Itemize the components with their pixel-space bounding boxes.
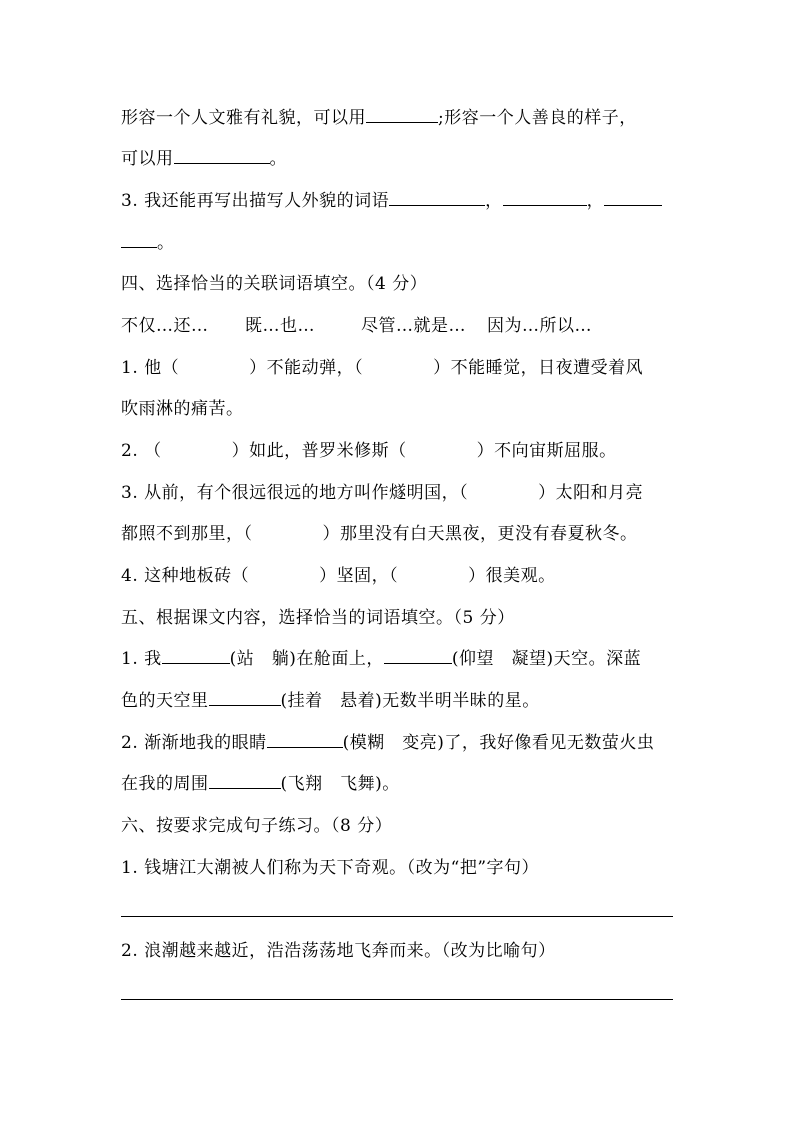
question-5-2-line-2 <box>121 773 400 795</box>
option-4: 因为…所以… <box>487 316 592 336</box>
blank-field[interactable] <box>121 232 157 248</box>
blank-field[interactable] <box>162 648 230 664</box>
text: 在我的周围 <box>121 774 209 794</box>
text: ， <box>485 191 503 211</box>
section-4-heading: 四、选择恰当的关联词语填空。（4 分） <box>121 274 428 294</box>
blank-field[interactable] <box>604 190 662 206</box>
text: 。 <box>157 233 175 253</box>
answer-line[interactable] <box>121 999 673 1000</box>
question-5-1-line-1 <box>121 648 641 670</box>
section-6-heading: 六、按要求完成句子练习。（8 分） <box>121 816 393 836</box>
section-5-heading: 五、根据课文内容，选择恰当的词语填空。（5 分） <box>121 608 515 628</box>
blank-field[interactable] <box>389 190 485 206</box>
conjunction-options <box>121 315 592 337</box>
line-polite-word <box>121 107 637 129</box>
text: (站 躺)在舱面上， <box>229 649 384 669</box>
text: 1. 我 <box>121 649 162 669</box>
question-4-3-line-1: 3. 从前，有个很远很远的地方叫作燧明国，（ ）太阳和月亮 <box>121 483 644 503</box>
text: 。 <box>269 149 287 169</box>
question-4-3-line-2: 都照不到那里，（ ）那里没有白天黑夜，更没有春夏秋冬。 <box>121 524 638 544</box>
text: (仰望 凝望)天空。深蓝 <box>451 649 642 669</box>
line-kind-word <box>121 148 287 170</box>
text: ， <box>586 191 605 211</box>
text: (飞翔 飞舞)。 <box>280 774 400 794</box>
blank-field[interactable] <box>174 148 270 164</box>
text: 3. 我还能再写出描写人外貌的词语 <box>121 191 390 211</box>
text: ;形容一个人善良的样子， <box>438 108 637 128</box>
question-4-1-line-1: 1. 他（ ）不能动弹，（ ）不能睡觉，日夜遭受着风 <box>121 358 644 378</box>
text: 色的天空里 <box>121 691 209 711</box>
option-2: 既…也… <box>245 316 315 336</box>
blank-field[interactable] <box>366 107 438 123</box>
question-4-1-line-2: 吹雨淋的痛苦。 <box>121 399 244 419</box>
text: (挂着 悬着)无数半明半昧的星。 <box>280 691 540 711</box>
option-3: 尽管…就是… <box>361 316 466 336</box>
question-6-1: 1. 钱塘江大潮被人们称为天下奇观。（改为“把”字句） <box>121 858 540 878</box>
question-3-continued <box>121 232 175 254</box>
blank-field[interactable] <box>267 732 343 748</box>
answer-line[interactable] <box>121 916 673 917</box>
blank-field[interactable] <box>209 773 281 789</box>
question-3-appearance <box>121 190 662 212</box>
blank-field[interactable] <box>384 648 452 664</box>
question-4-2: 2. （ ）如此，普罗米修斯（ ）不向宙斯屈服。 <box>121 441 617 461</box>
text: 2. 渐渐地我的眼睛 <box>121 733 267 753</box>
question-6-2: 2. 浪潮越来越近，浩浩荡荡地飞奔而来。（改为比喻句） <box>121 941 556 961</box>
option-1: 不仅…还… <box>121 316 209 336</box>
text: 形容一个人文雅有礼貌，可以用 <box>121 108 366 128</box>
text: 可以用 <box>121 149 174 169</box>
question-5-2-line-1 <box>121 732 654 754</box>
question-5-1-line-2 <box>121 690 540 712</box>
blank-field[interactable] <box>209 690 281 706</box>
blank-field[interactable] <box>503 190 587 206</box>
question-4-4: 4. 这种地板砖（ ）坚固，（ ）很美观。 <box>121 566 556 586</box>
text: (模糊 变亮)了，我好像看见无数萤火虫 <box>342 733 655 753</box>
